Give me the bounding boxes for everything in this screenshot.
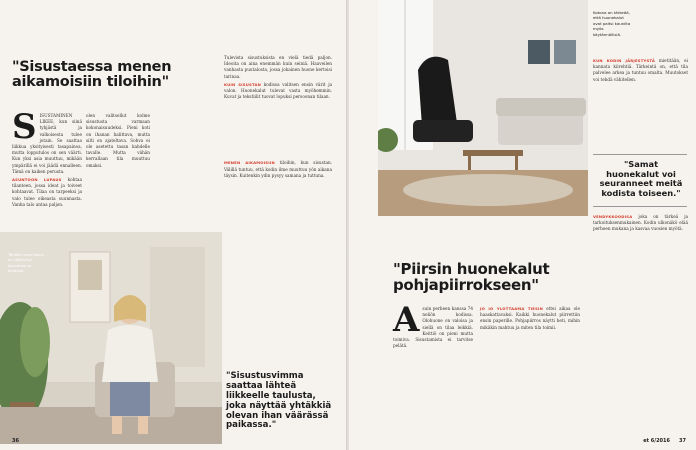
subheading: KUIN SISUSTAN [224,81,261,87]
body-paragraph: joka on tärkeä ja tarkoituksenmukainen. Kodin ulkonäkö elää perheen mukana ja kasvaa vuosien myötä. [593,214,688,232]
body-paragraph: ettei aikaa ole haaskattavaksi. Kaikki huonekalut piirrettiin ensin paperille. Pohjapiirros näytti heti, mihin mikäkin mahtuu ja miten tila toimii. [480,306,580,330]
body-paragraph: ISUSTAMINEN LIKEE, kun siinä tyhjästä ja valkoisesta tulee jotain. Se saattaa liikkua yksityisesti tasapainoa, mutta lopputulos on sen väärti. Kun yksi asia muuttuu, mikään ympärillä ei voi jäädä ennalleen. Tämä on kaiken perusta. [12,113,82,174]
magazine-issue: et 6/2016 [643,438,670,444]
body-paragraph: tiloihin, kun sisustan. Välillä tuntuu, että kodin ilme muuttuu yön aikana täysin. Kuitenkin ydin pysyy samana ja tuttuna. [224,160,332,178]
page-number: 36 [12,438,19,444]
subheading: JO IO YLOTTAAMA TIESIN [480,306,544,311]
portrait-photo [0,232,222,444]
body-paragraph: kohtaa tilanteen, jossa ideat ja toiveet kohtaavat. Tilaa on tarpeeksi ja valo tulee oikeasta suunnasta. Vanha talo antaa paljon. [12,177,82,207]
subheading: VENDYKKOODISA [593,214,633,219]
text-column-1 [12,107,82,210]
living-room-photo [378,0,588,216]
text-column-2 [480,306,580,333]
subheading: MENEN AIKAMOISIIN [224,160,275,166]
text-column-right [593,58,688,85]
left-page [0,0,347,450]
right-page [349,0,696,450]
subheading: ASUNTOON LUPAUS [12,177,62,183]
drop-cap: A [393,300,420,340]
page-headline: "Piirsin huonekalut pohjapiirrokseen" [393,260,550,294]
pullquote-rule-bottom [593,206,687,207]
subheading: KUN KODIN JÄRJESTYSTÄ [593,58,656,63]
pull-quote: "Sisustusvimma saattaa lähteä liikkeelle taulusta, joka näyttää yhtäkkiä olevan ihan väärässä paikassa." [226,371,332,431]
body-paragraph: suin perheen kanssa 74 neliön kodissa. Olohuone on valoisa ja siellä on tilaa leikkiä. Keittiö on pieni mutta toimiva. Sisustamista ei tarvitse pelätä. [393,306,473,349]
pull-quote: "Samat huonekalut voi seuranneet meitä kodista toiseen." [599,159,683,198]
text-column-3 [224,55,332,181]
text-column-right-lower [593,214,688,235]
photo-caption: Tänään oma taloni on täyttynyt kasveista ja kirjoista. [8,252,44,274]
drop-cap: S [12,107,37,147]
pullquote-rule-top [593,154,687,155]
page-number: 37 [679,438,686,444]
living-room-illustration [378,0,588,216]
text-column-2 [86,113,150,171]
page-headline: "Sisustaessa menen aikamoisiin tiloihin" [12,59,172,91]
body-paragraph: Tulevista sisustuksista en vielä tiedä paljon. Ideoita on aina enemmän kuin seiniä. Haaveilen vanhasta puutalosta, jossa jokainen huone kertoisi tarinaa. [224,55,332,79]
text-column-1 [393,300,473,351]
body-paragraph: olen valitsellut kolme sisustusta varmaan kokonaisuudeksi. Pieni koti on ihanan halittava, mutta silti on ajateltava. Sohva ei ole asetettu tasan kahdelle tavalle. Mutta vähän kerrallaan tila muuttuu omaksi. [86,113,150,168]
body-paragraph: kodissa valitsen ensin värit ja valon. Huonekalut tulevat vasta myöhemmin. Kuvat ja tekstiilit tuovat lopuksi persoonan tilaan. [224,81,332,100]
photo-caption: Kotona on tärkeää, että huonekalut ovat paitsi kauniita myös käytännöllisiä. [593,10,631,37]
body-paragraph: mietitään, ei kannata kiirehtiä. Tärkeintä on, että tila palvelee arkea ja tuntuu omalta. Muutokset voi tehdä vähitellen. [593,58,688,82]
